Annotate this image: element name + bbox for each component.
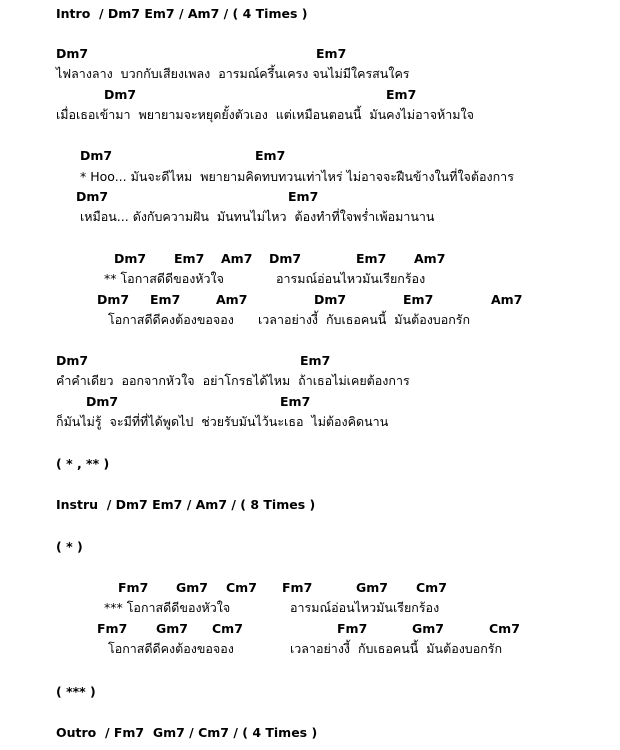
repeat-marker: ( *** )	[56, 684, 96, 699]
repeat-marker: ( * )	[56, 539, 83, 554]
chord: Gm7	[156, 621, 188, 636]
lyric-line: ไฟลางลาง บวกกับเสียงเพลง อารมณ์ครึ้นเครง จนไม่มีใครสนใคร	[56, 66, 410, 81]
chord: Dm7	[104, 87, 137, 102]
lyric-line: เวลาอย่างงี้ กับเธอคนนี้ มันต้องบอกรัก	[290, 641, 503, 656]
chord: Em7	[316, 46, 347, 61]
lyric-line: * Hoo... มันจะดีไหม พยายามคิดทบทวนเท่าไหร่ ไม่อาจจะฝืนข้างในที่ใจต้องการ	[80, 169, 514, 184]
lyric-line: เวลาอย่างงี้ กับเธอคนนี้ มันต้องบอกรัก	[258, 312, 471, 327]
lyric-line: ** โอกาสดีดีของหัวใจ	[104, 271, 224, 286]
chord: Dm7	[314, 292, 347, 307]
chord: Em7	[255, 148, 286, 163]
chord: Em7	[174, 251, 205, 266]
lyric-line: คำคำเดียว ออกจากหัวใจ อย่าโกรธได้ไหม ถ้าเธอไม่เคยต้องการ	[56, 373, 410, 388]
chord: Gm7	[412, 621, 444, 636]
chord: Em7	[386, 87, 417, 102]
chord: Am7	[216, 292, 248, 307]
chord: Em7	[150, 292, 181, 307]
chord: Cm7	[226, 580, 257, 595]
chord: Dm7	[86, 394, 119, 409]
lyric-line: เหมือน... ดังกับความฝัน มันทนไม่ไหว ต้องทำที่ใจพร่ำเพ้อมานาน	[80, 209, 435, 224]
chord: Fm7	[118, 580, 149, 595]
chord: Fm7	[97, 621, 128, 636]
lyric-line: อารมณ์อ่อนไหวมันเรียกร้อง	[276, 271, 426, 286]
lyric-line: โอกาสดีดีคงต้องขอจอง	[108, 312, 234, 327]
chord: Dm7	[56, 46, 89, 61]
chord: Fm7	[282, 580, 313, 595]
repeat-marker: ( * , ** )	[56, 456, 110, 471]
chord: Am7	[221, 251, 253, 266]
chord: Em7	[288, 189, 319, 204]
chord: Am7	[414, 251, 446, 266]
intro-line: Intro / Dm7 Em7 / Am7 / ( 4 Times )	[56, 6, 308, 21]
chord: Dm7	[76, 189, 109, 204]
chord: Em7	[280, 394, 311, 409]
chord: Gm7	[356, 580, 388, 595]
lyric-line: โอกาสดีดีคงต้องขอจอง	[108, 641, 234, 656]
chord: Dm7	[56, 353, 89, 368]
lyric-line: *** โอกาสดีดีของหัวใจ	[104, 600, 231, 615]
chord: Dm7	[114, 251, 147, 266]
chord: Dm7	[80, 148, 113, 163]
lyric-line: ก็มันไม่รู้ จะมีที่ที่ได้พูดไป ช่วยรับมันไว้นะเธอ ไม่ต้องคิดนาน	[56, 414, 389, 429]
lyric-line: เมื่อเธอเข้ามา พยายามจะหยุดยั้งตัวเอง แต่เหมือนตอนนี้ มันคงไม่อาจห้ามใจ	[56, 107, 474, 122]
lyric-line: อารมณ์อ่อนไหวมันเรียกร้อง	[290, 600, 440, 615]
chord: Fm7	[337, 621, 368, 636]
chord: Cm7	[416, 580, 447, 595]
chord: Em7	[300, 353, 331, 368]
outro-line: Outro / Fm7 Gm7 / Cm7 / ( 4 Times )	[56, 725, 318, 740]
chord: Em7	[403, 292, 434, 307]
chord: Cm7	[489, 621, 520, 636]
chord: Em7	[356, 251, 387, 266]
chord: Dm7	[97, 292, 130, 307]
instrumental-line: Instru / Dm7 Em7 / Am7 / ( 8 Times )	[56, 497, 316, 512]
chord: Dm7	[269, 251, 302, 266]
chord: Cm7	[212, 621, 243, 636]
chord: Gm7	[176, 580, 208, 595]
chord: Am7	[491, 292, 523, 307]
